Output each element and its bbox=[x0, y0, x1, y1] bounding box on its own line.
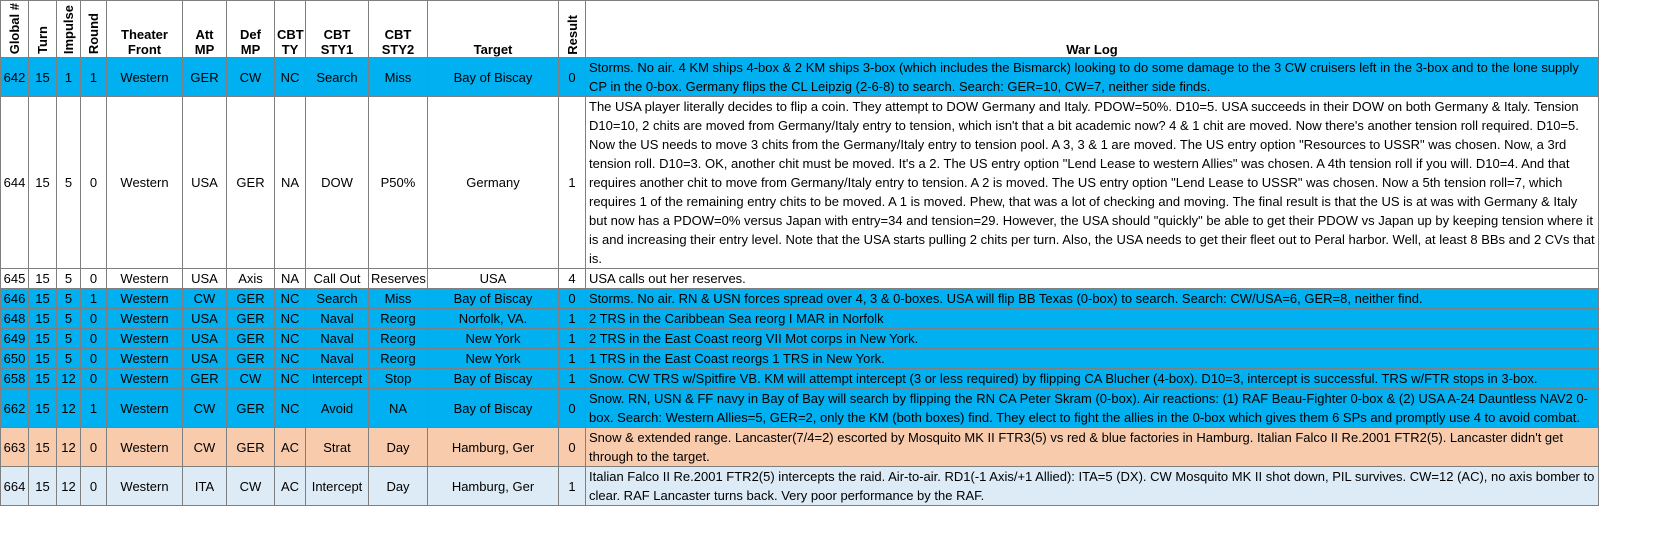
cbt-sty2-cell: Day bbox=[369, 428, 428, 467]
result-cell: 0 bbox=[559, 428, 586, 467]
theater-front-cell: Western bbox=[107, 269, 183, 289]
cbt-ty-cell: NA bbox=[275, 97, 306, 269]
att-mp-cell: USA bbox=[183, 329, 227, 349]
cbt-sty2-cell: Reorg bbox=[369, 349, 428, 369]
global-number-cell: 644 bbox=[1, 97, 29, 269]
table-row bbox=[1, 369, 1599, 389]
impulse-cell: 5 bbox=[57, 97, 81, 269]
round-cell: 0 bbox=[81, 309, 107, 329]
header-target: Target bbox=[428, 1, 559, 58]
cbt-ty-cell: NC bbox=[275, 369, 306, 389]
cbt-sty1-cell: Naval bbox=[306, 329, 369, 349]
table-row bbox=[1, 389, 1599, 428]
def-mp-cell: GER bbox=[227, 428, 275, 467]
cbt-sty2-cell: Stop bbox=[369, 369, 428, 389]
theater-front-cell: Western bbox=[107, 369, 183, 389]
target-cell: Germany bbox=[428, 97, 559, 269]
cbt-sty1-cell: Intercept bbox=[306, 369, 369, 389]
header-cbt-sty1: CBT STY1 bbox=[306, 1, 369, 58]
war-log-cell: Snow & extended range. Lancaster(7/4=2) escorted by Mosquito MK II FTR3(5) vs red & blue factories in Hamburg. Italian Falco II Re.2001 FTR2(5). Lancaster didn't get through to the target. bbox=[586, 428, 1599, 467]
turn-cell: 15 bbox=[29, 97, 57, 269]
turn-cell: 15 bbox=[29, 58, 57, 97]
impulse-cell: 5 bbox=[57, 329, 81, 349]
att-mp-cell: CW bbox=[183, 389, 227, 428]
def-mp-cell: GER bbox=[227, 389, 275, 428]
theater-front-cell: Western bbox=[107, 58, 183, 97]
global-number-cell: 646 bbox=[1, 289, 29, 309]
impulse-cell: 5 bbox=[57, 289, 81, 309]
target-cell: Bay of Biscay bbox=[428, 369, 559, 389]
result-cell: 1 bbox=[559, 349, 586, 369]
header-row bbox=[1, 1, 1599, 58]
att-mp-cell: CW bbox=[183, 289, 227, 309]
table-header bbox=[1, 1, 1599, 58]
cbt-sty2-cell: Reserves bbox=[369, 269, 428, 289]
cbt-sty2-cell: Reorg bbox=[369, 329, 428, 349]
war-log-cell: 2 TRS in the East Coast reorg VII Mot corps in New York. bbox=[586, 329, 1599, 349]
theater-front-cell: Western bbox=[107, 97, 183, 269]
def-mp-cell: GER bbox=[227, 309, 275, 329]
cbt-sty1-cell: Search bbox=[306, 289, 369, 309]
def-mp-cell: CW bbox=[227, 58, 275, 97]
round-cell: 1 bbox=[81, 289, 107, 309]
cbt-sty1-cell: Naval bbox=[306, 309, 369, 329]
att-mp-cell: USA bbox=[183, 97, 227, 269]
cbt-sty2-cell: NA bbox=[369, 389, 428, 428]
def-mp-cell: Axis bbox=[227, 269, 275, 289]
global-number-cell: 664 bbox=[1, 467, 29, 506]
global-number-cell: 663 bbox=[1, 428, 29, 467]
target-cell: Norfolk, VA. bbox=[428, 309, 559, 329]
table-row bbox=[1, 309, 1599, 329]
theater-front-cell: Western bbox=[107, 309, 183, 329]
cbt-ty-cell: NC bbox=[275, 349, 306, 369]
war-log-cell: Storms. No air. RN & USN forces spread over 4, 3 & 0-boxes. USA will flip BB Texas (0-box) to search. Search: CW/USA=6, GER=8, neither find. bbox=[586, 289, 1599, 309]
impulse-cell: 5 bbox=[57, 269, 81, 289]
cbt-sty2-cell: Day bbox=[369, 467, 428, 506]
cbt-ty-cell: AC bbox=[275, 428, 306, 467]
header-round: Round bbox=[81, 1, 107, 58]
result-cell: 1 bbox=[559, 467, 586, 506]
cbt-sty1-cell: Intercept bbox=[306, 467, 369, 506]
impulse-cell: 12 bbox=[57, 369, 81, 389]
war-log-cell: Snow. CW TRS w/Spitfire VB. KM will attempt intercept (3 or less required) by flipping CA Blucher (4-box). D10=3, intercept is successful. TRS w/FTR stops in 3-box. bbox=[586, 369, 1599, 389]
round-cell: 1 bbox=[81, 58, 107, 97]
turn-cell: 15 bbox=[29, 349, 57, 369]
cbt-sty1-cell: Strat bbox=[306, 428, 369, 467]
cbt-sty1-cell: Search bbox=[306, 58, 369, 97]
turn-cell: 15 bbox=[29, 289, 57, 309]
round-cell: 0 bbox=[81, 467, 107, 506]
target-cell: Bay of Biscay bbox=[428, 389, 559, 428]
impulse-cell: 12 bbox=[57, 467, 81, 506]
turn-cell: 15 bbox=[29, 329, 57, 349]
table-row bbox=[1, 467, 1599, 506]
header-turn: Turn bbox=[29, 1, 57, 58]
war-log-cell: 1 TRS in the East Coast reorgs 1 TRS in New York. bbox=[586, 349, 1599, 369]
def-mp-cell: GER bbox=[227, 97, 275, 269]
theater-front-cell: Western bbox=[107, 467, 183, 506]
def-mp-cell: GER bbox=[227, 329, 275, 349]
global-number-cell: 658 bbox=[1, 369, 29, 389]
att-mp-cell: USA bbox=[183, 309, 227, 329]
cbt-ty-cell: NC bbox=[275, 309, 306, 329]
turn-cell: 15 bbox=[29, 369, 57, 389]
table-row bbox=[1, 329, 1599, 349]
global-number-cell: 650 bbox=[1, 349, 29, 369]
cbt-ty-cell: NC bbox=[275, 329, 306, 349]
war-log-cell: Snow. RN, USN & FF navy in Bay of Bay will search by flipping the RN CA Peter Skram (0-box). Air reactions: (1) RAF Beau-Fighter 0-box & (2) USA A-24 Dauntless NAV2 0-box. Search: Western Allies=5, GER=2, only the KM (both boxes) find. They elect to fight the allies in the 0-box which gives them 6 SPs and promptly use 4 to avoid combat. bbox=[586, 389, 1599, 428]
table-row bbox=[1, 349, 1599, 369]
cbt-sty1-cell: Naval bbox=[306, 349, 369, 369]
round-cell: 0 bbox=[81, 349, 107, 369]
def-mp-cell: GER bbox=[227, 289, 275, 309]
war-log-cell: Italian Falco II Re.2001 FTR2(5) intercepts the raid. Air-to-air. RD1(-1 Axis/+1 Allied): ITA=5 (DX). CW Mosquito MK II shot down, PIL survives. CW=12 (AC), no axis bomber to clear. RAF Lancaster turns back. Very poor performance by the RAF. bbox=[586, 467, 1599, 506]
cbt-ty-cell: AC bbox=[275, 467, 306, 506]
header-cbt-ty: CBT TY bbox=[275, 1, 306, 58]
header-impulse: Impulse bbox=[57, 1, 81, 58]
impulse-cell: 1 bbox=[57, 58, 81, 97]
header-att-mp: Att MP bbox=[183, 1, 227, 58]
att-mp-cell: USA bbox=[183, 269, 227, 289]
impulse-cell: 12 bbox=[57, 389, 81, 428]
round-cell: 0 bbox=[81, 369, 107, 389]
header-result: Result bbox=[559, 1, 586, 58]
cbt-sty1-cell: Avoid bbox=[306, 389, 369, 428]
turn-cell: 15 bbox=[29, 467, 57, 506]
turn-cell: 15 bbox=[29, 428, 57, 467]
table-row bbox=[1, 97, 1599, 269]
war-log-cell: USA calls out her reserves. bbox=[586, 269, 1599, 289]
table-row bbox=[1, 428, 1599, 467]
table-body bbox=[1, 58, 1599, 506]
target-cell: New York bbox=[428, 329, 559, 349]
def-mp-cell: CW bbox=[227, 369, 275, 389]
global-number-cell: 642 bbox=[1, 58, 29, 97]
round-cell: 0 bbox=[81, 269, 107, 289]
target-cell: Bay of Biscay bbox=[428, 58, 559, 97]
war-log-cell: The USA player literally decides to flip a coin. They attempt to DOW Germany and Italy. PDOW=50%. D10=5. USA succeeds in their DOW on both Germany & Italy. Tension D10=10, 2 chits are moved from Germany/Italy entry to tension, which isn't that a bit academic now? 4 & 1 chit are moved. Now there's another tension roll required. D10=5. Now the US needs to move 3 chits from the Germany/Italy entry to tension pool. A 3, 3 & 1 are moved. The US entry option "Resources to USSR" was chosen. Now, a 3rd tension roll. D10=3. OK, another chit must be moved. It's a 2. The US entry option "Lend Lease to western Allies" was chosen. A 4th tension roll if you will. D10=4. And that requires another chit to move from Germany/Italy entry to tension. A 2 is moved. The US entry option "Lend Lease to USSR" was chosen. Now a 5th tension roll=7, which requires 1 of the remaining entry chits to be moved. A 1 is moved. Phew, that was a lot of checking and moving. The final result is that the US is at was with Germany & Italy but now has a PDOW=0% versus Japan with entry=34 and tension=29. However, the USA should "quickly" be able to get their PDOW vs Japan up by keeping tension where it is and increasing their entry level. Note that the USA starts pulling 2 chits per turn. Also, the USA needs to get their fleet out to Peral harbor. Well, at least 8 BBs and 2 CVs that is. bbox=[586, 97, 1599, 269]
def-mp-cell: CW bbox=[227, 467, 275, 506]
cbt-sty1-cell: Call Out bbox=[306, 269, 369, 289]
target-cell: New York bbox=[428, 349, 559, 369]
cbt-ty-cell: NC bbox=[275, 389, 306, 428]
turn-cell: 15 bbox=[29, 269, 57, 289]
result-cell: 1 bbox=[559, 369, 586, 389]
cbt-sty2-cell: P50% bbox=[369, 97, 428, 269]
att-mp-cell: CW bbox=[183, 428, 227, 467]
round-cell: 1 bbox=[81, 389, 107, 428]
def-mp-cell: GER bbox=[227, 349, 275, 369]
theater-front-cell: Western bbox=[107, 289, 183, 309]
global-number-cell: 648 bbox=[1, 309, 29, 329]
theater-front-cell: Western bbox=[107, 428, 183, 467]
att-mp-cell: USA bbox=[183, 349, 227, 369]
result-cell: 1 bbox=[559, 329, 586, 349]
header-cbt-sty2: CBT STY2 bbox=[369, 1, 428, 58]
theater-front-cell: Western bbox=[107, 329, 183, 349]
result-cell: 0 bbox=[559, 389, 586, 428]
theater-front-cell: Western bbox=[107, 349, 183, 369]
round-cell: 0 bbox=[81, 97, 107, 269]
table-row bbox=[1, 269, 1599, 289]
war-log-cell: 2 TRS in the Caribbean Sea reorg I MAR in Norfolk bbox=[586, 309, 1599, 329]
att-mp-cell: GER bbox=[183, 58, 227, 97]
result-cell: 4 bbox=[559, 269, 586, 289]
target-cell: USA bbox=[428, 269, 559, 289]
turn-cell: 15 bbox=[29, 309, 57, 329]
result-cell: 0 bbox=[559, 58, 586, 97]
round-cell: 0 bbox=[81, 329, 107, 349]
round-cell: 0 bbox=[81, 428, 107, 467]
result-cell: 0 bbox=[559, 289, 586, 309]
table-row bbox=[1, 58, 1599, 97]
cbt-ty-cell: NA bbox=[275, 269, 306, 289]
target-cell: Hamburg, Ger bbox=[428, 467, 559, 506]
header-global-number: Global # bbox=[1, 1, 29, 58]
att-mp-cell: GER bbox=[183, 369, 227, 389]
global-number-cell: 649 bbox=[1, 329, 29, 349]
impulse-cell: 5 bbox=[57, 309, 81, 329]
target-cell: Bay of Biscay bbox=[428, 289, 559, 309]
header-def-mp: Def MP bbox=[227, 1, 275, 58]
global-number-cell: 662 bbox=[1, 389, 29, 428]
global-number-cell: 645 bbox=[1, 269, 29, 289]
cbt-sty2-cell: Reorg bbox=[369, 309, 428, 329]
turn-cell: 15 bbox=[29, 389, 57, 428]
cbt-sty1-cell: DOW bbox=[306, 97, 369, 269]
result-cell: 1 bbox=[559, 309, 586, 329]
header-war-log: War Log bbox=[586, 1, 1599, 58]
cbt-sty2-cell: Miss bbox=[369, 289, 428, 309]
att-mp-cell: ITA bbox=[183, 467, 227, 506]
cbt-sty2-cell: Miss bbox=[369, 58, 428, 97]
cbt-ty-cell: NC bbox=[275, 289, 306, 309]
war-log-cell: Storms. No air. 4 KM ships 4-box & 2 KM ships 3-box (which includes the Bismarck) looking to do some damage to the 3 CW cruisers left in the 3-box and to the lone supply CP in the 0-box. Germany flips the CL Leipzig (2-6-8) to search. Search: GER=10, CW=7, neither side finds. bbox=[586, 58, 1599, 97]
result-cell: 1 bbox=[559, 97, 586, 269]
theater-front-cell: Western bbox=[107, 389, 183, 428]
impulse-cell: 12 bbox=[57, 428, 81, 467]
table-row bbox=[1, 289, 1599, 309]
target-cell: Hamburg, Ger bbox=[428, 428, 559, 467]
header-theater-front: Theater Front bbox=[107, 1, 183, 58]
impulse-cell: 5 bbox=[57, 349, 81, 369]
cbt-ty-cell: NC bbox=[275, 58, 306, 97]
